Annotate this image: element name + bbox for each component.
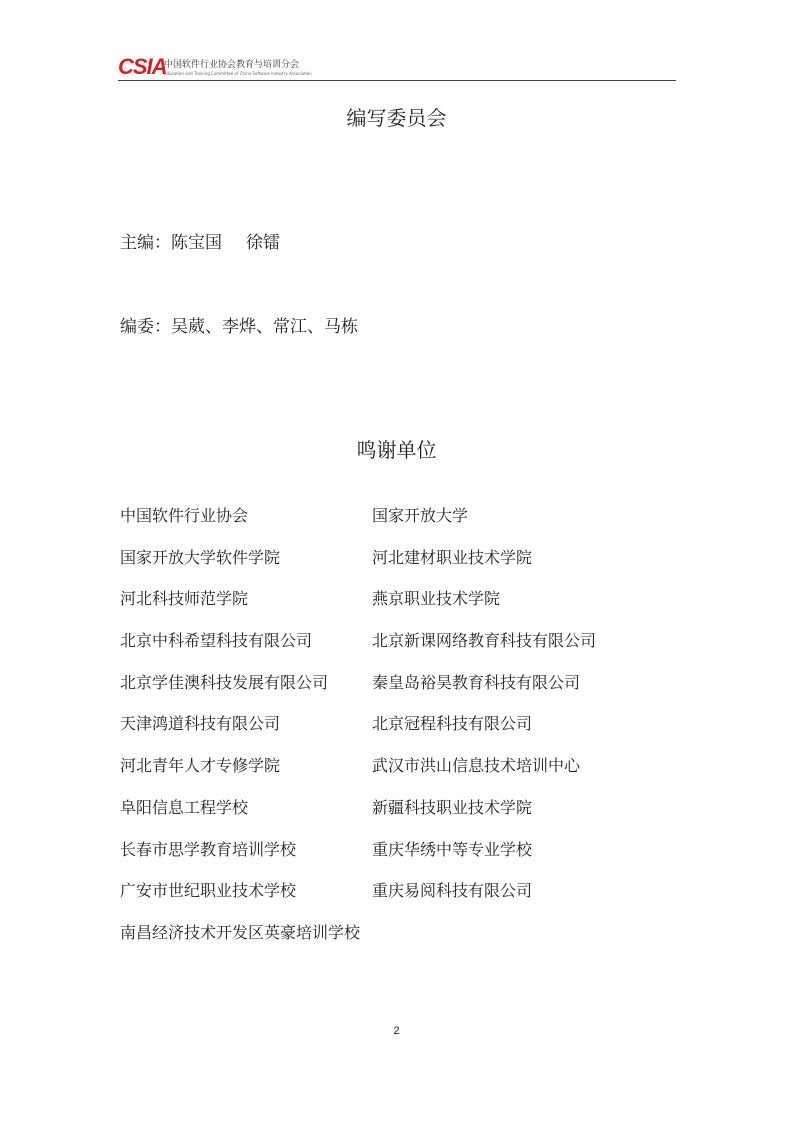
- organization-name: 北京新课网络教育科技有限公司: [372, 631, 597, 651]
- organization-name: 北京冠程科技有限公司: [372, 714, 533, 734]
- chief-editor-name: 徐镭: [246, 233, 280, 253]
- org-row: [120, 672, 680, 714]
- organization-name: 北京学佳澳科技发展有限公司: [120, 672, 329, 692]
- org-row: [120, 755, 680, 797]
- org-row: [120, 922, 680, 964]
- organization-name: 秦皇岛裕昊教育科技有限公司: [372, 672, 581, 692]
- members-names: 吴葳、李烨、常江、马栋: [171, 317, 358, 337]
- organization-name: 广安市世纪职业技术学校: [120, 881, 297, 901]
- organization-name: 燕京职业技术学院: [372, 589, 501, 609]
- organization-name: 河北青年人才专修学院: [120, 756, 281, 776]
- members-label: 编委：: [120, 317, 171, 337]
- org-row: [120, 630, 680, 672]
- organization-name: 南昌经济技术开发区英豪培训学校: [120, 922, 361, 942]
- chief-editors-label: 主编：: [120, 233, 171, 253]
- org-row: [120, 588, 680, 630]
- organization-name: 武汉市洪山信息技术培训中心: [372, 756, 581, 776]
- organization-name: 国家开放大学软件学院: [120, 547, 281, 567]
- csia-logo: CSIA: [118, 54, 167, 79]
- organization-name: 阜阳信息工程学校: [120, 797, 249, 817]
- header-org-name: 中国软件行业协会教育与培训分会: [164, 60, 300, 70]
- acknowledged-organizations-list: [120, 505, 680, 964]
- organization-name: 北京中科希望科技有限公司: [120, 631, 313, 651]
- org-row: [120, 839, 680, 881]
- organization-name: 河北科技师范学院: [120, 589, 249, 609]
- organization-name: 重庆华绣中等专业学校: [372, 839, 533, 859]
- org-row: [120, 547, 680, 589]
- page-number: 2: [393, 1025, 400, 1037]
- org-row: [120, 797, 680, 839]
- header-divider: [118, 80, 676, 81]
- organization-name: 新疆科技职业技术学院: [372, 797, 533, 817]
- committee-title: 编写委员会: [346, 106, 447, 130]
- organization-name: 长春市思学教育培训学校: [120, 839, 297, 859]
- header-org-name-en: Education and Training Committee of China Software Industry Association: [164, 71, 312, 76]
- chief-editors-line: [120, 232, 280, 254]
- organization-name: 中国软件行业协会: [120, 506, 249, 525]
- committee-members-line: [120, 316, 358, 338]
- organization-name: 河北建材职业技术学院: [372, 547, 533, 567]
- organization-name: 天津鸿道科技有限公司: [120, 714, 281, 734]
- page-header: [118, 54, 676, 82]
- organization-name: 国家开放大学: [372, 506, 469, 525]
- org-row: [120, 880, 680, 922]
- acknowledgements-title: 鸣谢单位: [356, 438, 437, 462]
- org-row: [120, 505, 680, 547]
- chief-editor-name: 陈宝国: [171, 233, 222, 253]
- organization-name: 重庆易阅科技有限公司: [372, 881, 533, 901]
- org-row: [120, 713, 680, 755]
